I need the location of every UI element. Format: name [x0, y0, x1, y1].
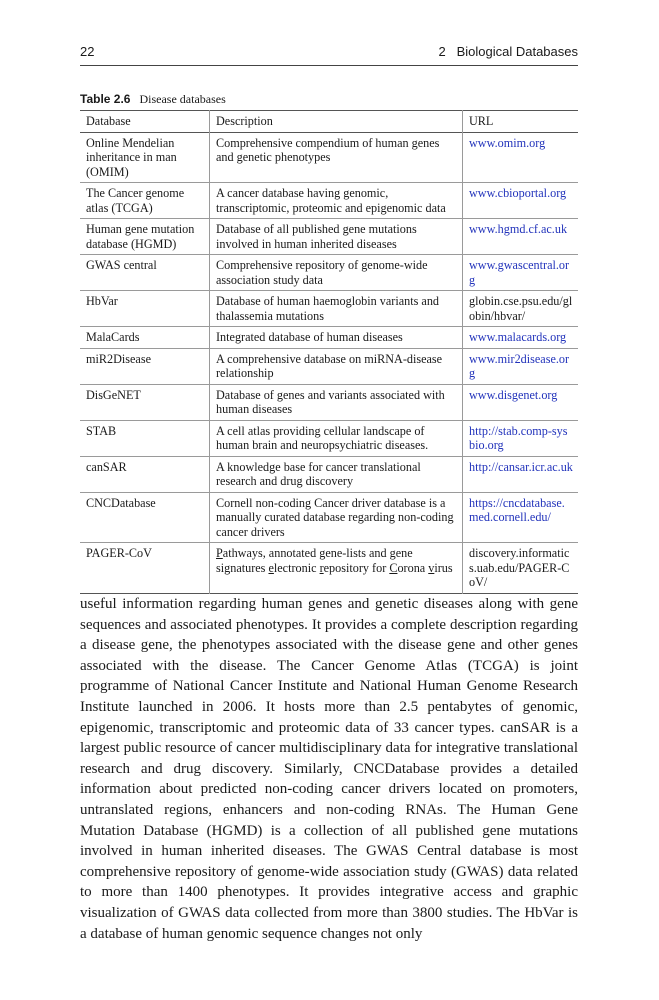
cell-url: [463, 348, 579, 384]
cell-description: Database of human haemoglobin variants and thalassemia mutations: [210, 291, 463, 327]
table-body: [80, 132, 578, 593]
column-header-database: Database: [80, 111, 210, 133]
url-link[interactable]: www.gwascentral.org: [469, 258, 570, 287]
table-row: [80, 219, 578, 255]
table-row: [80, 543, 578, 594]
cell-url: [463, 420, 579, 456]
cell-database: HbVar: [80, 291, 210, 327]
page-number: 22: [80, 44, 95, 59]
cell-description: Database of all published gene mutations involved in human inherited diseases: [210, 219, 463, 255]
url-link[interactable]: www.hgmd.cf.ac.uk: [469, 222, 568, 236]
url-link[interactable]: http://stab.comp-sysbio.org: [469, 423, 568, 452]
body-paragraph: useful information regarding human genes and genetic diseases along with gene sequences and associated phenotypes. It provides a complete description regarding a disease gene, the phenotypes associated with the disease gene and other genes associated with the disease. The Cancer Genome Atlas (TCGA) is joint programme of National Cancer Institute and National Human Genome Research Institute launched in 2006. It hosts more than 2.5 pentabytes of genomic, epigenomic, transcriptomic and proteomic data of 33 cancer types. canSAR is a largest public resource of cancer multidisciplinary data for integrative translational research and drug discovery. Similarly, CNCDatabase provides a detailed information about predicted non-coding cancer drivers located on promoters, untranslated regions, enhancers and non-coding RNAs. The Human Gene Mutation Database (HGMD) is a collection of all published gene mutations involved in human inherited diseases. The GWAS Central database is most comprehensive repository of genome-wide association study (GWAS) data related to more than 1400 phenotypes. It provides integrative access and graphic visualization of GWAS data collected from more than 3800 studies. The HbVar is a database of human genomic sequence changes not only: [80, 596, 578, 942]
url-text: discovery.informatics.uab.edu/PAGER-CoV/: [469, 546, 570, 589]
cell-database: STAB: [80, 420, 210, 456]
cell-database: PAGER-CoV: [80, 543, 210, 594]
cell-description: Comprehensive repository of genome-wide association study data: [210, 255, 463, 291]
chapter-title: 2 Biological Databases: [438, 44, 578, 59]
cell-url: [463, 327, 579, 349]
url-text: globin.cse.psu.edu/globin/hbvar/: [469, 294, 573, 323]
cell-url: [463, 183, 579, 219]
table-row: [80, 132, 578, 183]
url-link[interactable]: www.omim.org: [469, 135, 546, 150]
url-link[interactable]: www.cbioportal.org: [469, 186, 567, 200]
cell-description: A cancer database having genomic, transcriptomic, proteomic and epigenomic data: [210, 183, 463, 219]
cell-database: canSAR: [80, 456, 210, 492]
cell-description: Pathways, annotated gene-lists and gene signatures electronic repository for Corona virus: [210, 543, 463, 594]
cell-url: [463, 492, 579, 543]
cell-description: A knowledge base for cancer translational research and drug discovery: [210, 456, 463, 492]
table-row: [80, 492, 578, 543]
table-row: [80, 348, 578, 384]
table-row: [80, 183, 578, 219]
cell-database: miR2Disease: [80, 348, 210, 384]
table-row: [80, 456, 578, 492]
table-row: [80, 327, 578, 349]
cell-description: A cell atlas providing cellular landscape of human brain and neuropsychiatric diseases.: [210, 420, 463, 456]
column-header-description: Description: [210, 111, 463, 133]
url-link[interactable]: www.disgenet.org: [469, 387, 558, 402]
cell-url: [463, 219, 579, 255]
table-row: [80, 255, 578, 291]
cell-description: Database of genes and variants associated with human diseases: [210, 384, 463, 420]
cell-database: DisGeNET: [80, 384, 210, 420]
running-header: [80, 44, 578, 66]
cell-url: [463, 132, 579, 183]
url-link[interactable]: www.mir2disease.org: [469, 351, 570, 380]
table-caption: [80, 92, 226, 107]
cell-description: Cornell non-coding Cancer driver database is a manually curated database regarding non-coding cancer drivers: [210, 492, 463, 543]
cell-database: Human gene mutation database (HGMD): [80, 219, 210, 255]
cell-url: [463, 384, 579, 420]
column-header-url: URL: [469, 114, 494, 128]
cell-database: Online Mendelian inheritance in man (OMIM): [80, 132, 210, 183]
cell-url: [463, 255, 579, 291]
cell-database: GWAS central: [80, 255, 210, 291]
cell-database: The Cancer genome atlas (TCGA): [80, 183, 210, 219]
cell-database: CNCDatabase: [80, 492, 210, 543]
table-row: [80, 291, 578, 327]
url-link[interactable]: https://cncdatabase.med.cornell.edu/: [469, 495, 565, 524]
url-link[interactable]: http://cansar.icr.ac.uk: [469, 459, 573, 474]
table-row: [80, 384, 578, 420]
cell-description: A comprehensive database on miRNA-disease relationship: [210, 348, 463, 384]
table-caption-label: Table 2.6: [80, 92, 131, 106]
table-caption-title: Disease databases: [139, 92, 226, 106]
cell-description: Comprehensive compendium of human genes and genetic phenotypes: [210, 132, 463, 183]
cell-url: [463, 291, 579, 327]
cell-url: [463, 543, 579, 594]
cell-database: MalaCards: [80, 327, 210, 349]
url-link[interactable]: www.malacards.org: [469, 330, 567, 344]
disease-databases-table: [80, 110, 578, 594]
table-row: [80, 420, 578, 456]
cell-description: Integrated database of human diseases: [210, 327, 463, 349]
cell-url: [463, 456, 579, 492]
table-header-row: [80, 111, 578, 133]
